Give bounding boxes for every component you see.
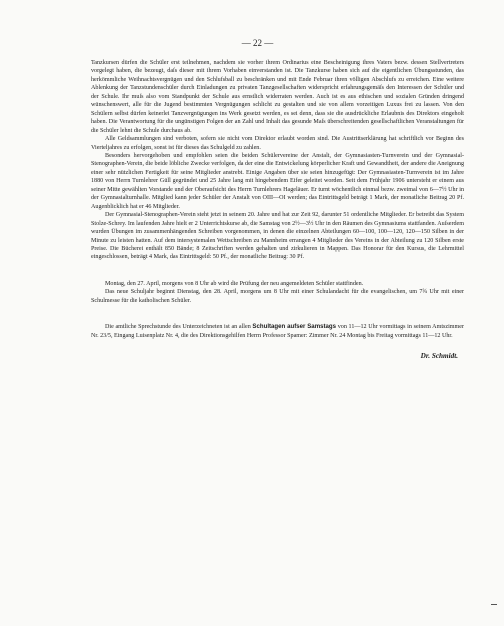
- page-number: — 22 —: [241, 38, 274, 48]
- paragraph-schuelervereine: Besonders hervorgehoben und empfohlen seien die beiden Schülervereine der Anstalt, der Gymnasiasten-Turnverein und der Gymnasial-Stenographen-Verein, die beide löbliche Zwecke verfolgen, da der eine die Entwickelung körperlicher Kraft und Gewandtheit, der andere die Aneignung einer sehr nützlichen Fertigkeit für seine Mitglieder anstrebt. Einige Angaben über sie seien hinzugefügt: Der Gymnasiasten-Turnverein ist im Jahre 1880 von Herrn Turnlehrer Güll gegründet und 25 Jahre lang mit hingebendem Eifer geleitet worden. Seit dem Frühjahr 1906 untersteht er einem aus seiner Mitte gewählten Vorstande und der Oberaufsicht des Herrn Turnlehrers Hageläuer. Er turnt wöchentlich einmal bezw. zweimal von 6—7½ Uhr in der Gymnasialturnhalle. Mitglied kann jeder Schüler der Anstalt von OIII—OI werden; das Eintrittsgeld beträgt 1 Mark, der monatliche Beitrag 20 Pf. Augenblicklich hat er 46 Mitglieder.: [91, 152, 464, 210]
- paragraph-pruefung: Montag, den 27. April, morgens von 8 Uhr ab wird die Prüfung der neu angemeldeten Schüler stattfinden.: [105, 280, 364, 287]
- sprechstunde-text-end: von 11—12 Uhr vormittags in seinem Amtszimmer Nr. 23/5, Eingang Luisenplatz Nr. 4, die des Direktionsgehilfen Herrn Professor Spamer: Zimmer Nr. 24 Montag bis Freitag vormittags 11—12 Uhr.: [91, 324, 464, 339]
- signature: Dr. Schmidt.: [420, 352, 458, 361]
- footer-mark: [491, 604, 497, 605]
- paragraph-tanzkurse: Tanzkursen dürfen die Schüler erst teilnehmen, nachdem sie vorher ihrem Ordinarius eine Bescheinigung ihres Vaters bezw. dessen Stellvertreters vorgelegt haben, die bezeugt, daſs dieser mit ihrem Vorhaben einverstanden ist. Die Tanzkurse haben sich auf die eigentlichen Übungsstunden, das herkömmliche Weihnachtsvergnügen und den Schlufsball zu beschränken und mit Ende Februar ihren völligen Abschlufs zu erreichen. Eine weitere Ablenkung der Tanzstundenschüler durch Einladungen zu privaten Tanzgesellschaften widerspricht erfahrungsgemäſs den Interessen der Schüler und der Schule. Ihr muſs also vom Standpunkt der Schule aus ernstlich widerraten werden. Auch ist es aus ethischen und sozialen Gründen dringend wünschenswert, alle für die Jugend bestimmten Vergnügungen schlicht zu gestalten und sie von allem vorzeitigen Luxus frei zu lassen. Von den Schülern selbst dürfen keinerlei Tanzvergnügungen ins Werk gesetzt werden, es sei denn, dass sie die ausdrückliche Erlaubnis des Direktors eingeholt haben. Die Verantwortung für die ungünstigen Folgen der an Zahl und Inhalt das gesunde Maſs überschreitenden gesellschaftlichen Veranstaltungen für die Schüler lehnt die Schule durchaus ab.: [91, 60, 464, 134]
- paragraph-stenographen-verein: Der Gymnasial-Stenographen-Verein steht jetzt in seinem 20. Jahre und hat zur Zeit 92, darunter 51 ordentliche Mitglieder. Er betreibt das System Stolze-Schrey. Im laufenden Jahre hielt er 2 Unterrichtskurse ab, die Samstag von 2½—3½ Uhr in den Räumen des Gymnasiums stattfanden. Auſserdem wurden Übungen im zusammenhängenden Schreiben vorgenommen, in denen die einzelnen Abteilungen 60—100, 100—120, 120—150 Silben in der Minute zu leisten hatten. Auf dem intersystemalen Wettschreiben zu Mannheim errangen 4 Mitglieder des Vereins in der Abteilung zu 120 Silben erste Preise. Die Bücherei enthält 850 Bände; 8 Zeitschriften werden gehalten und zirkulieren in Mappen. Das Honorar für den Kursus, die Lehrmittel eingeschlossen, beträgt 4 Mark, das Eintrittsgeld: 50 Pf., der monatliche Beitrag: 30 Pf.: [91, 212, 464, 261]
- paragraph-schuljahr-beginn: Das neue Schuljahr beginnt Dienstag, den 28. April, morgens um 8 Uhr mit einer Schulandacht für die evangelischen, um 7¾ Uhr mit einer Schulmesse für die katholischen Schüler.: [91, 289, 464, 304]
- sprechstunde-text-start: Die amtliche Sprechstunde des Unterzeichneten ist an allen: [105, 324, 253, 331]
- paragraph-sprechstunde: [91, 323, 464, 340]
- paragraph-geldsammlungen: Alle Geldsammlungen sind verboten, sofern sie nicht vom Direktor erlaubt worden sind. Die Austrittserklärung hat schriftlich vor Beginn des Vierteljahres zu erfolgen, sonst ist für dieses das Schulgeld zu zahlen.: [91, 136, 464, 151]
- sprechstunde-emphasis: Schultagen aufser Samstags: [252, 323, 337, 331]
